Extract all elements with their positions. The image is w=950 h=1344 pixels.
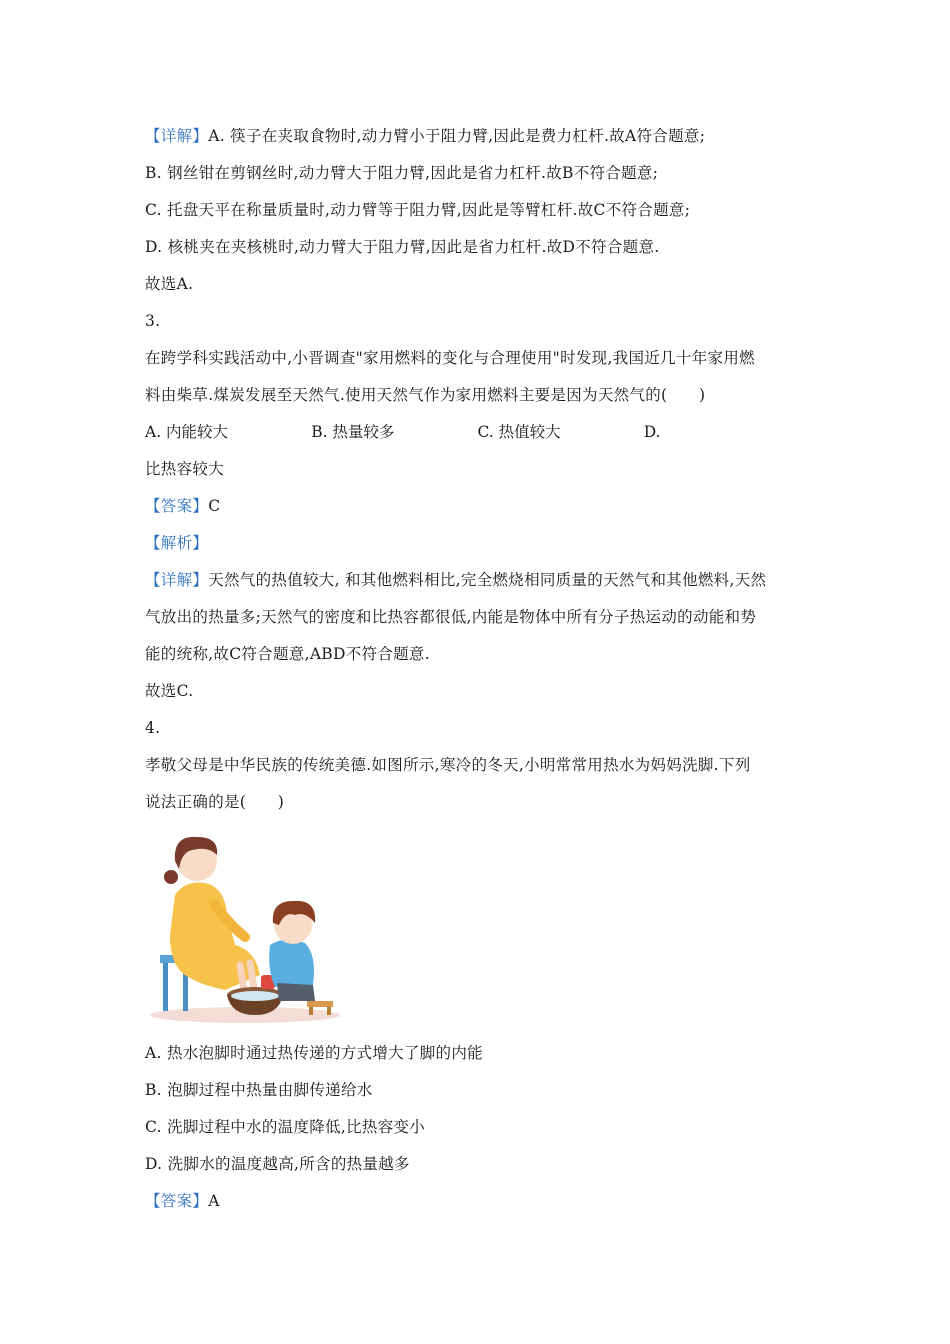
q3-stem-line-2: 料由柴草.煤炭发展至天然气.使用天然气作为家用燃料主要是因为天然气的( ) [145,386,706,404]
q4-stem-line-2: 说法正确的是( ) [145,793,285,811]
q3-explain-line-2: 气放出的热量多;天然气的密度和比热容都很低,内能是物体中所有分子热运动的动能和势 [145,608,757,626]
q3-stem-line-1: 在跨学科实践活动中,小晋调查"家用燃料的变化与合理使用"时发现,我国近几十年家用燃 [145,349,755,367]
q3-analysis [145,525,810,562]
q4-option-a: A. 热水泡脚时通过热传递的方式增大了脚的内能 [145,1044,483,1062]
q3-option-b: B. 热量较多 [311,423,395,441]
q3-explain-line-3: 能的统称,故C符合题意,ABD不符合题意. [145,645,430,663]
analysis-tag: 【解析】 [145,534,209,552]
boy-shirt [269,939,314,987]
q2-explain-a-text: A. 筷子在夹取食物时,动力臂小于阻力臂,因此是费力杠杆.故A符合题意; [208,127,706,145]
q3-option-d: D. [643,423,661,441]
q2-explain-b: B. 钢丝钳在剪钢丝时,动力臂大于阻力臂,因此是省力杠杆.故B不符合题意; [145,164,659,182]
boy-stool [307,1001,333,1007]
q3-conclusion: 故选C. [145,682,194,700]
document-page [145,118,810,1220]
basin-water [231,991,279,1001]
answer-tag: 【答案】 [145,1192,209,1210]
q3-option-c: C. 热值较大 [477,423,561,441]
detail-tag: 【详解】 [145,127,209,145]
detail-tag: 【详解】 [145,571,209,589]
q4-option-b: B. 泡脚过程中热量由脚传递给水 [145,1081,373,1099]
q2-explain-a [145,118,810,155]
q4-stem-line-1: 孝敬父母是中华民族的传统美德.如图所示,寒冷的冬天,小明常常用热水为妈妈洗脚.下列 [145,756,751,774]
q4-number: 4. [145,719,161,737]
stool-leg [309,1007,313,1015]
q4-answer [145,1183,810,1220]
foot-washing-illustration [145,825,345,1025]
q3-option-a: A. 内能较大 [145,423,229,441]
q3-explain-line-1 [145,562,810,599]
q2-explain-d: D. 核桃夹在夹核桃时,动力臂大于阻力臂,因此是省力杠杆.故D不符合题意. [145,238,660,256]
q3-answer [145,488,810,525]
answer-tag: 【答案】 [145,497,209,515]
stool-leg [163,963,168,1011]
mother-hair-bun [164,870,178,884]
q3-number: 3. [145,312,161,330]
q4-answer-value: A [208,1192,220,1210]
stool-leg [327,1007,331,1015]
q3-option-d-text: 比热容较大 [145,460,225,478]
q2-conclusion: 故选A. [145,275,194,293]
boy-pants [277,983,315,1001]
q4-option-c: C. 洗脚过程中水的温度降低,比热容变小 [145,1118,426,1136]
q2-explain-c: C. 托盘天平在称量质量时,动力臂等于阻力臂,因此是等臂杠杆.故C不符合题意; [145,201,691,219]
q3-options [145,414,810,451]
q3-explain-line-1-text: 天然气的热值较大, 和其他燃料相比,完全燃烧相同质量的天然气和其他燃料,天然 [208,571,767,589]
q3-answer-value: C [208,497,221,515]
q4-option-d: D. 洗脚水的温度越高,所含的热量越多 [145,1155,410,1173]
